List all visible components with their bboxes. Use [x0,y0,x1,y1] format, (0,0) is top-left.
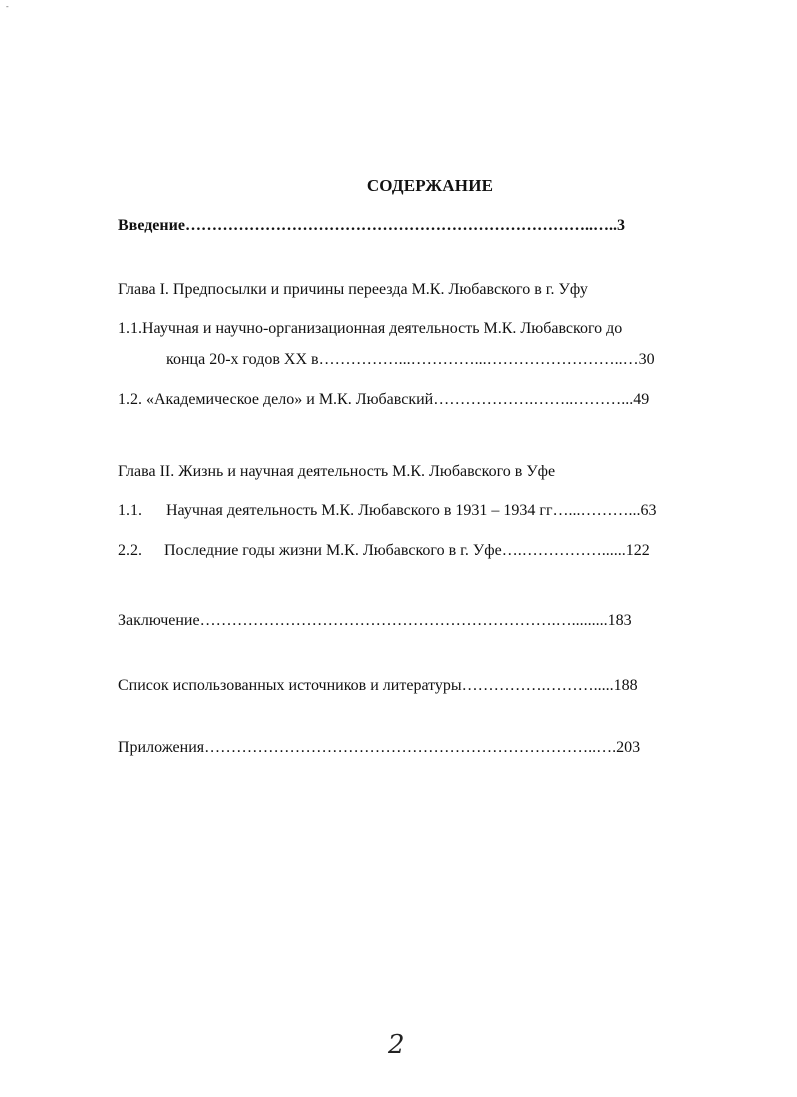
toc-section-2-2-number: 2.2. [118,542,142,559]
corner-mark: - [6,2,9,11]
toc-entry-introduction: Введение…………………………………………………………………..…..3 [118,217,625,234]
toc-section-2-1: Научная деятельность М.К. Любавского в 1931 – 1934 гг…...………...63 [166,502,657,519]
toc-chapter-1: Глава I. Предпосылки и причины переезда М.К. Любавского в г. Уфу [118,281,588,298]
toc-section-1-1-line-1: 1.1.Научная и научно-организационная деятельность М.К. Любавского до [118,320,623,337]
toc-entry-sources: Список использованных источников и литературы…………….……….....188 [118,677,638,694]
toc-section-2-1-number: 1.1. [118,502,142,519]
toc-entry-conclusion: Заключение………………………………………………………….….........183 [118,612,632,629]
page-title: СОДЕРЖАНИЕ [366,176,494,195]
toc-chapter-2: Глава II. Жизнь и научная деятельность М.К. Любавского в Уфе [118,463,556,480]
toc-entry-appendix: Приложения………………………………………………………………..….203 [118,739,641,756]
handwritten-page-number: 2 [388,1030,405,1060]
toc-section-1-2: 1.2. «Академическое дело» и М.К. Любавский……………….……..………...49 [118,391,650,408]
toc-section-1-1-line-2: конца 20-х годов XX в……………...…………...……………………..…30 [166,351,655,368]
toc-section-2-2: Последние годы жизни М.К. Любавского в г. Уфе….……………......122 [164,542,650,559]
